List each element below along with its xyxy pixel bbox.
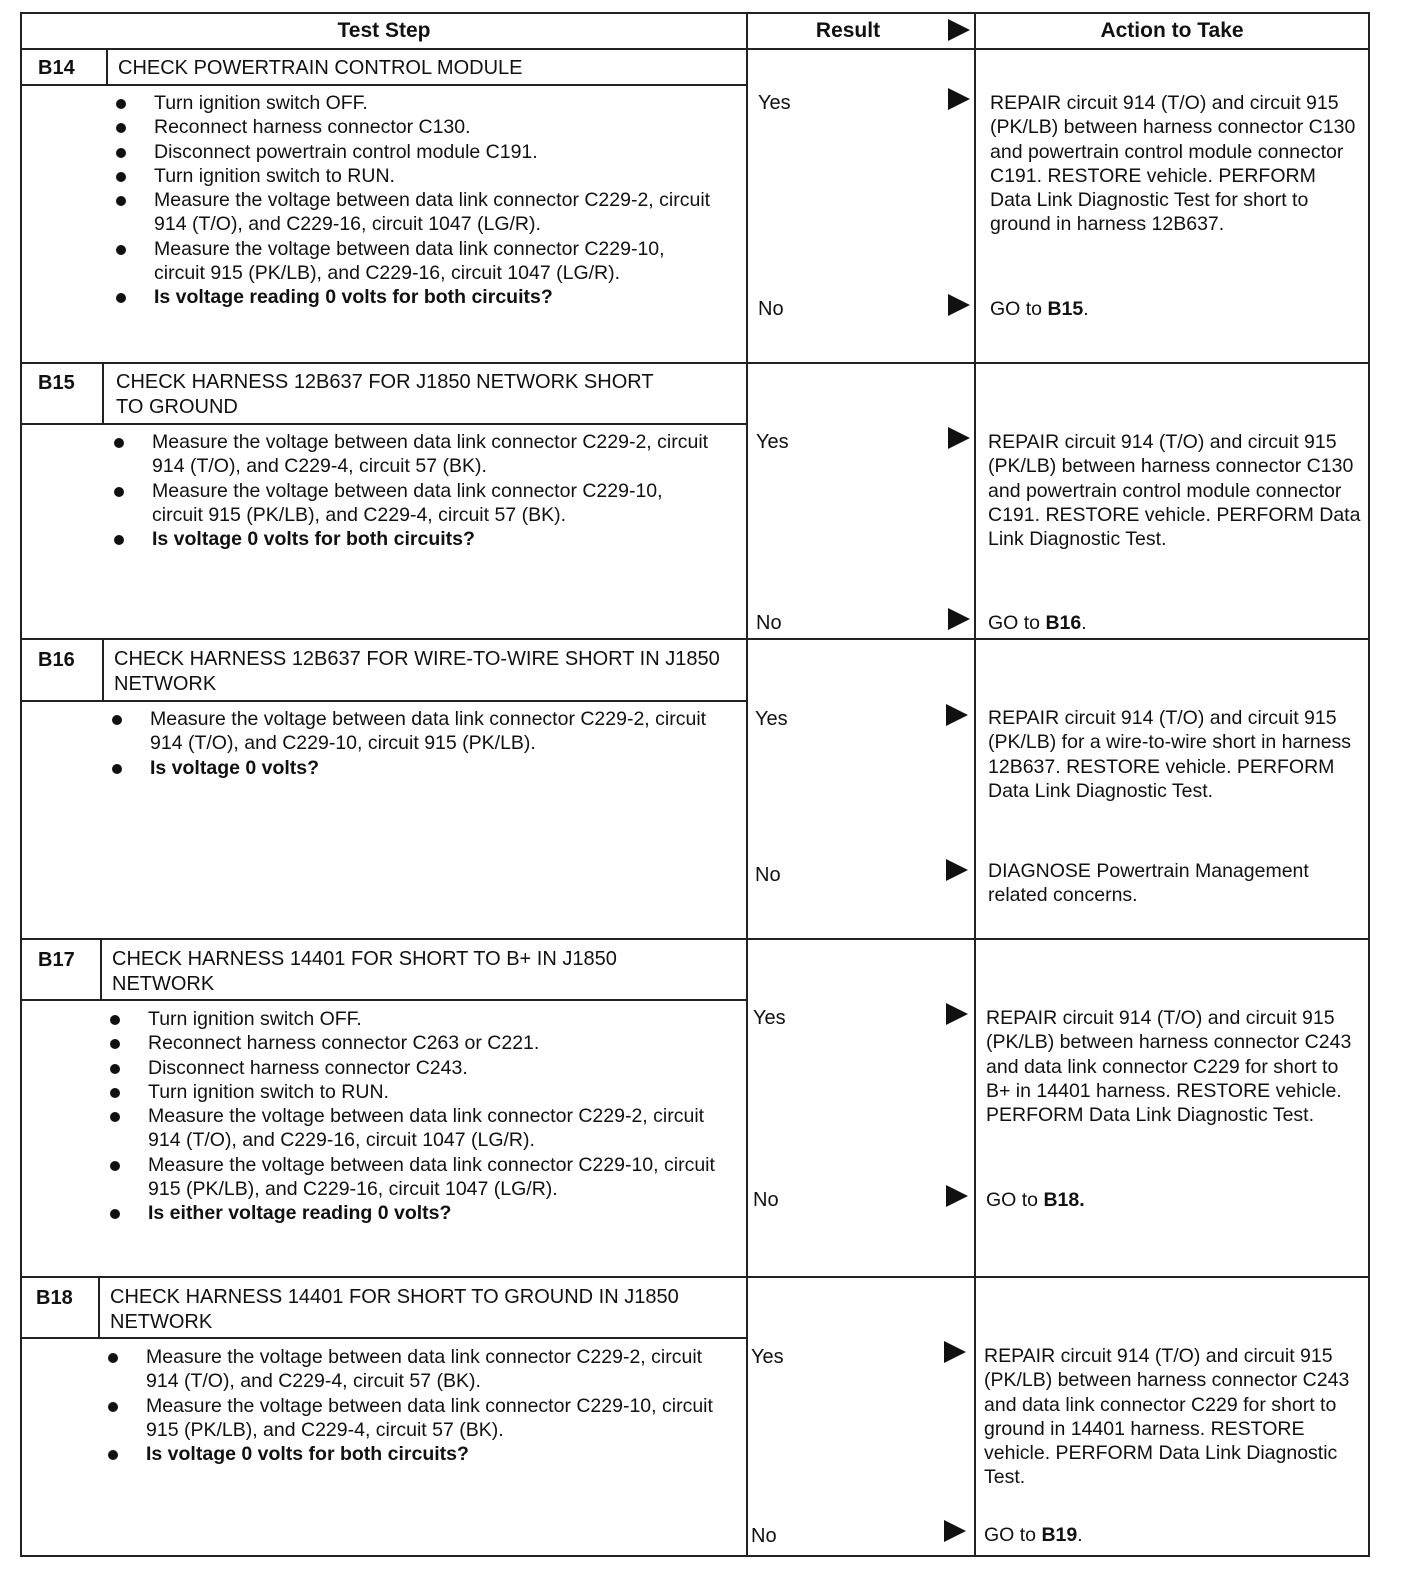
- step-title: CHECK HARNESS 14401 FOR SHORT TO B+ IN J1850 NETWORK: [112, 948, 617, 995]
- action-yes: REPAIR circuit 914 (T/O) and circuit 915 (PK/LB) for a wire-to-wire short in harness 12B637. RESTORE vehicle. PERFORM Data Link Diagnostic Test.: [988, 707, 1352, 802]
- bullet-icon: [110, 1039, 120, 1049]
- title-box-rule: [22, 999, 746, 1001]
- step-id: B18: [36, 1287, 73, 1309]
- step-question: Is voltage 0 volts for both circuits?: [108, 1442, 720, 1466]
- result-no: No: [753, 1189, 779, 1211]
- action-yes: REPAIR circuit 914 (T/O) and circuit 915 (PK/LB) between harness connector C130 and powertrain control module connector C191. RESTORE vehicle. PERFORM Data Link Diagnostic Test.: [988, 431, 1361, 551]
- step-id: B17: [38, 949, 75, 971]
- bullet-icon: [108, 1450, 118, 1460]
- step-title: CHECK POWERTRAIN CONTROL MODULE: [118, 57, 523, 79]
- instruction-item: Turn ignition switch OFF.: [116, 91, 716, 115]
- bullet-icon: [116, 293, 126, 303]
- step-instructions: [112, 707, 722, 780]
- step-title: CHECK HARNESS 14401 FOR SHORT TO GROUND IN J1850 NETWORK: [110, 1286, 679, 1333]
- column-divider: [974, 14, 976, 1555]
- id-box-divider: [98, 1278, 100, 1338]
- result-no: No: [755, 864, 781, 886]
- result-yes: Yes: [755, 708, 788, 730]
- header-result: Result: [815, 19, 881, 42]
- action-no: GO to B18.: [986, 1189, 1085, 1211]
- bullet-icon: [110, 1112, 120, 1122]
- step-id: B14: [38, 57, 75, 79]
- step-instructions: [108, 1345, 720, 1466]
- result-yes: Yes: [751, 1346, 784, 1368]
- header-action: Action to Take: [1100, 19, 1244, 42]
- instruction-item: Measure the voltage between data link connector C229-2, circuit 914 (T/O), and C229-4, circuit 57 (BK).: [108, 1345, 720, 1394]
- result-arrow-icon: [948, 88, 970, 110]
- instruction-item: Measure the voltage between data link connector C229-10, circuit 915 (PK/LB), and C229-4, circuit 57 (BK).: [114, 479, 714, 528]
- diagnostic-table: [20, 12, 1370, 1557]
- bullet-icon: [112, 764, 122, 774]
- result-yes: Yes: [756, 431, 789, 453]
- title-box-rule: [22, 84, 746, 86]
- title-box-rule: [22, 1337, 746, 1339]
- action-yes: REPAIR circuit 914 (T/O) and circuit 915 (PK/LB) between harness connector C130 and powertrain control module connector C191. RESTORE vehicle. PERFORM Data Link Diagnostic Test for short to ground in harness 12B637.: [990, 92, 1356, 236]
- bullet-icon: [116, 196, 126, 206]
- instruction-item: Disconnect harness connector C243.: [110, 1056, 720, 1080]
- result-arrow-icon: [946, 1003, 968, 1025]
- step-divider: [22, 638, 1368, 640]
- result-arrow-icon: [948, 427, 970, 449]
- step-question: Is either voltage reading 0 volts?: [110, 1201, 720, 1225]
- column-divider: [746, 14, 748, 1555]
- instruction-item: Disconnect powertrain control module C191.: [116, 140, 716, 164]
- instruction-item: Measure the voltage between data link connector C229-10, circuit 915 (PK/LB), and C229-16, circuit 1047 (LG/R).: [116, 237, 716, 286]
- bullet-icon: [110, 1064, 120, 1074]
- bullet-icon: [112, 715, 122, 725]
- result-no: No: [758, 298, 784, 320]
- id-box-divider: [102, 640, 104, 700]
- step-instructions: [114, 430, 714, 551]
- header-test-step: Test Step: [337, 19, 431, 42]
- bullet-icon: [110, 1161, 120, 1171]
- bullet-icon: [108, 1353, 118, 1363]
- result-arrow-icon: [944, 1341, 966, 1363]
- instruction-item: Measure the voltage between data link connector C229-2, circuit 914 (T/O), and C229-10, circuit 915 (PK/LB).: [112, 707, 722, 756]
- result-yes: Yes: [758, 92, 791, 114]
- result-arrow-icon: [946, 704, 968, 726]
- result-arrow-icon: [948, 608, 970, 630]
- instruction-item: Measure the voltage between data link connector C229-10, circuit 915 (PK/LB), and C229-16, circuit 1047 (LG/R).: [110, 1153, 720, 1202]
- title-box-rule: [22, 700, 746, 702]
- step-title: CHECK HARNESS 12B637 FOR WIRE-TO-WIRE SHORT IN J1850 NETWORK: [114, 648, 720, 695]
- instruction-item: Measure the voltage between data link connector C229-2, circuit 914 (T/O), and C229-16, circuit 1047 (LG/R).: [116, 188, 716, 237]
- bullet-icon: [110, 1088, 120, 1098]
- step-divider: [22, 938, 1368, 940]
- step-instructions: [110, 1007, 720, 1226]
- step-title: CHECK HARNESS 12B637 FOR J1850 NETWORK SHORT TO GROUND: [116, 371, 654, 418]
- result-no: No: [751, 1525, 777, 1547]
- action-no: GO to B16.: [988, 612, 1087, 634]
- result-yes: Yes: [753, 1007, 786, 1029]
- instruction-item: Turn ignition switch OFF.: [110, 1007, 720, 1031]
- result-no: No: [756, 612, 782, 634]
- bullet-icon: [116, 99, 126, 109]
- id-box-divider: [100, 940, 102, 1000]
- action-no: GO to B15.: [990, 298, 1089, 320]
- step-question: Is voltage reading 0 volts for both circuits?: [116, 285, 716, 309]
- id-box-divider: [106, 50, 108, 86]
- bullet-icon: [116, 148, 126, 158]
- bullet-icon: [116, 172, 126, 182]
- instruction-item: Turn ignition switch to RUN.: [110, 1080, 720, 1104]
- step-id: B15: [38, 372, 75, 394]
- instruction-item: Reconnect harness connector C130.: [116, 115, 716, 139]
- step-divider: [22, 362, 1368, 364]
- bullet-icon: [108, 1402, 118, 1412]
- instruction-item: Turn ignition switch to RUN.: [116, 164, 716, 188]
- bullet-icon: [114, 487, 124, 497]
- instruction-item: Reconnect harness connector C263 or C221.: [110, 1031, 720, 1055]
- step-question: Is voltage 0 volts for both circuits?: [114, 527, 714, 551]
- bullet-icon: [116, 123, 126, 133]
- result-arrow-icon: [944, 1520, 966, 1542]
- instruction-item: Measure the voltage between data link connector C229-2, circuit 914 (T/O), and C229-4, circuit 57 (BK).: [114, 430, 714, 479]
- bullet-icon: [116, 245, 126, 255]
- action-no: GO to B19.: [984, 1524, 1083, 1546]
- bullet-icon: [110, 1209, 120, 1219]
- header-arrow-icon: [948, 19, 970, 41]
- step-question: Is voltage 0 volts?: [112, 756, 722, 780]
- id-box-divider: [102, 364, 104, 424]
- bullet-icon: [110, 1015, 120, 1025]
- title-box-rule: [22, 423, 746, 425]
- instruction-item: Measure the voltage between data link connector C229-2, circuit 914 (T/O), and C229-16, circuit 1047 (LG/R).: [110, 1104, 720, 1153]
- bullet-icon: [114, 438, 124, 448]
- step-instructions: [116, 91, 716, 310]
- step-divider: [22, 1276, 1368, 1278]
- bullet-icon: [114, 535, 124, 545]
- action-yes: REPAIR circuit 914 (T/O) and circuit 915 (PK/LB) between harness connector C243 and data link connector C229 for short to ground in 14401 harness. RESTORE vehicle. PERFORM Data Link Diagnostic Test.: [984, 1345, 1350, 1489]
- instruction-item: Measure the voltage between data link connector C229-10, circuit 915 (PK/LB), and C229-4, circuit 57 (BK).: [108, 1394, 720, 1443]
- action-yes: REPAIR circuit 914 (T/O) and circuit 915 (PK/LB) between harness connector C243 and data link connector C229 for short to B+ in 14401 harness. RESTORE vehicle. PERFORM Data Link Diagnostic Test.: [986, 1007, 1352, 1127]
- result-arrow-icon: [946, 859, 968, 881]
- step-id: B16: [38, 649, 75, 671]
- action-no: DIAGNOSE Powertrain Management related concerns.: [988, 860, 1309, 907]
- result-arrow-icon: [948, 294, 970, 316]
- header-rule: [22, 48, 1368, 50]
- result-arrow-icon: [946, 1185, 968, 1207]
